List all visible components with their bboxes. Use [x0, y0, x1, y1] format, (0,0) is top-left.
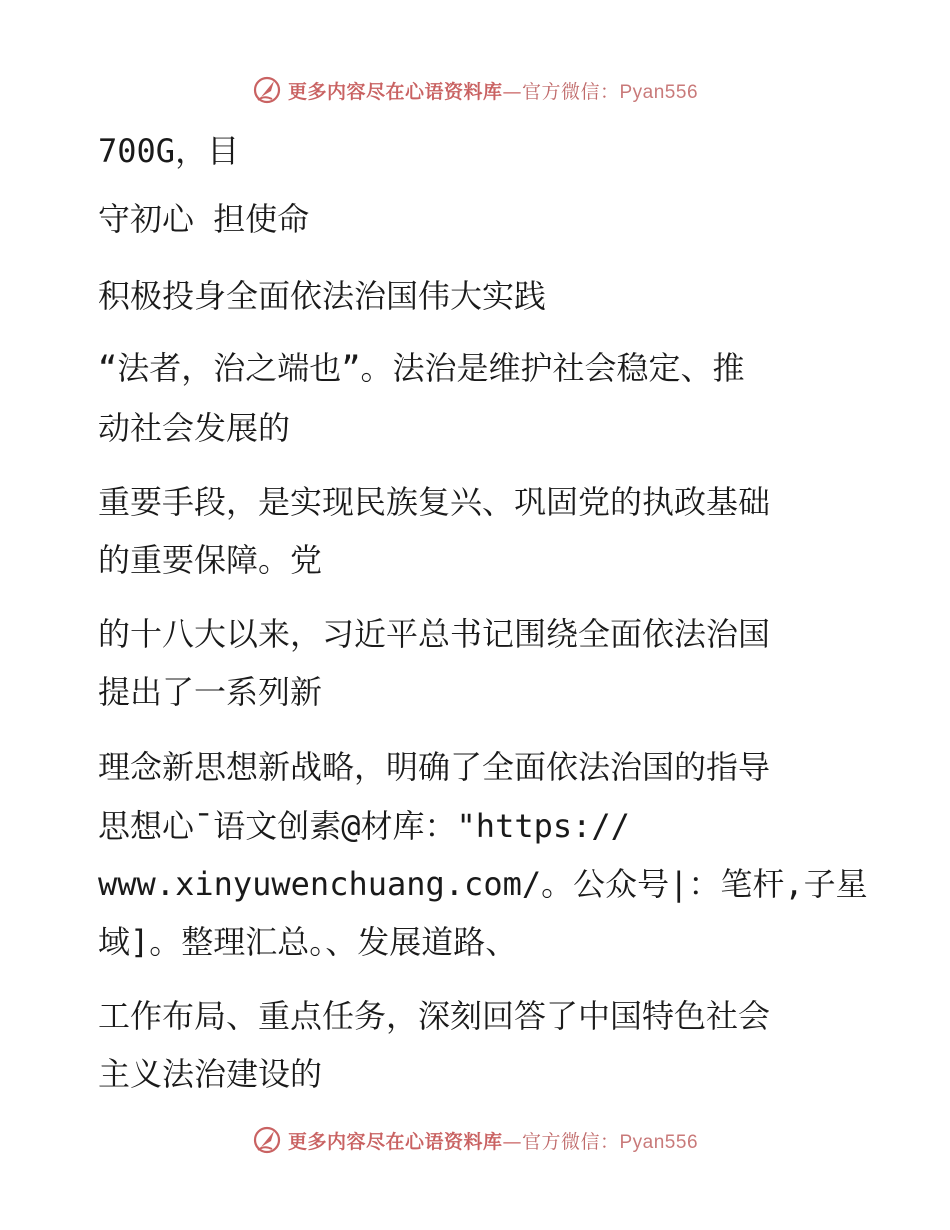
body-line: 的十八大以来，习近平总书记围绕全面依法治国 [98, 615, 771, 653]
body-line: 工作布局、重点任务，深刻回答了中国特色社会 [98, 997, 771, 1035]
footer-watermark [0, 1120, 950, 1160]
body-line: 动社会发展的 [98, 409, 291, 447]
header-watermark [0, 70, 950, 110]
watermark-text: 更多内容尽在心语资料库—官方微信：Pyan556 [287, 80, 699, 103]
body-line: 主义法治建设的 [98, 1055, 323, 1093]
body-line: 重要手段，是实现民族复兴、巩固党的执政基础 [98, 483, 771, 521]
quill-logo-icon [252, 75, 282, 105]
body-line: www.xinyuwenchuang.com/。公众号|：笔杆,子星 [98, 865, 868, 903]
body-line: “法者，治之端也”。法治是维护社会稳定、推 [98, 349, 745, 387]
body-line: 积极投身全面依法治国伟大实践 [98, 277, 547, 315]
body-line: 700G，目 [98, 132, 240, 170]
body-line: 的重要保障。党 [98, 541, 323, 579]
body-line: 守初心 担使命 [98, 200, 310, 238]
body-line: 提出了一系列新 [98, 673, 323, 711]
body-line: 理念新思想新战略，明确了全面依法治国的指导 [98, 748, 771, 786]
watermark-text: 更多内容尽在心语资料库—官方微信：Pyan556 [287, 1130, 699, 1153]
body-line: 域]。整理汇总。、发展道路、 [98, 923, 518, 961]
quill-logo-icon [252, 1125, 282, 1155]
body-line: 思想心¯语文创素@材库："https:// [98, 807, 630, 845]
